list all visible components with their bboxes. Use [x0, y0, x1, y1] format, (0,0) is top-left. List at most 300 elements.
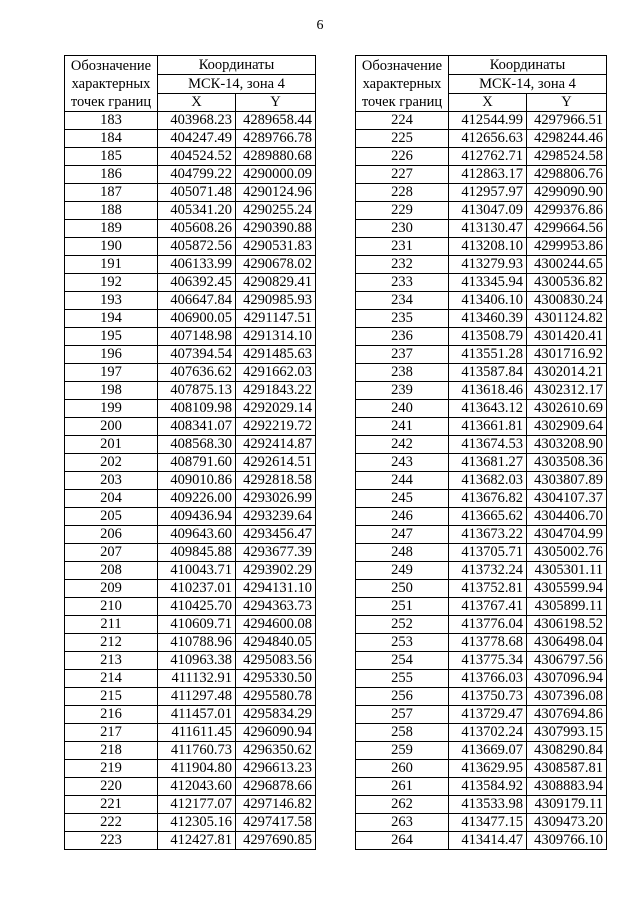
x-coordinate-cell: 413682.03	[449, 472, 527, 490]
point-number-cell: 203	[65, 472, 158, 490]
point-number-cell: 245	[356, 490, 449, 508]
table-row	[356, 652, 607, 670]
x-coordinate-cell: 406900.05	[158, 310, 236, 328]
x-coordinate-cell: 412427.81	[158, 832, 236, 850]
y-coordinate-cell: 4299664.56	[527, 220, 607, 238]
x-coordinate-cell: 411611.45	[158, 724, 236, 742]
point-number-cell: 198	[65, 382, 158, 400]
point-number-cell: 235	[356, 310, 449, 328]
y-coordinate-cell: 4302909.64	[527, 418, 607, 436]
table-row	[65, 616, 316, 634]
y-coordinate-cell: 4299953.86	[527, 238, 607, 256]
point-number-cell: 237	[356, 346, 449, 364]
x-coordinate-cell: 413702.24	[449, 724, 527, 742]
x-coordinate-cell: 413587.84	[449, 364, 527, 382]
table-row	[65, 472, 316, 490]
table-row	[356, 274, 607, 292]
table-row	[356, 418, 607, 436]
x-coordinate-cell: 410425.70	[158, 598, 236, 616]
x-column-header: X	[158, 94, 236, 112]
x-coordinate-cell: 413705.71	[449, 544, 527, 562]
x-coordinate-cell: 405872.56	[158, 238, 236, 256]
point-number-cell: 246	[356, 508, 449, 526]
y-coordinate-cell: 4306198.52	[527, 616, 607, 634]
coordinates-header: Координаты	[158, 56, 316, 75]
y-coordinate-cell: 4308290.84	[527, 742, 607, 760]
point-number-cell: 252	[356, 616, 449, 634]
table-row	[65, 832, 316, 850]
x-coordinate-cell: 413406.10	[449, 292, 527, 310]
point-number-cell: 230	[356, 220, 449, 238]
table-row	[356, 598, 607, 616]
point-number-cell: 216	[65, 706, 158, 724]
x-coordinate-cell: 413778.68	[449, 634, 527, 652]
table-row	[356, 616, 607, 634]
x-coordinate-cell: 403968.23	[158, 112, 236, 130]
table-row	[356, 670, 607, 688]
table-row	[65, 418, 316, 436]
point-number-cell: 191	[65, 256, 158, 274]
point-number-cell: 204	[65, 490, 158, 508]
point-number-cell: 257	[356, 706, 449, 724]
table-row	[356, 400, 607, 418]
y-coordinate-cell: 4309766.10	[527, 832, 607, 850]
table-row	[65, 598, 316, 616]
x-coordinate-cell: 411297.48	[158, 688, 236, 706]
point-number-cell: 187	[65, 184, 158, 202]
point-number-cell: 231	[356, 238, 449, 256]
y-coordinate-cell: 4291314.10	[236, 328, 316, 346]
table-row	[65, 166, 316, 184]
table-row	[356, 364, 607, 382]
point-number-cell: 249	[356, 562, 449, 580]
y-coordinate-cell: 4293456.47	[236, 526, 316, 544]
y-coordinate-cell: 4298524.58	[527, 148, 607, 166]
y-coordinate-cell: 4303208.90	[527, 436, 607, 454]
table-row	[65, 454, 316, 472]
table-row	[356, 778, 607, 796]
x-coordinate-cell: 410237.01	[158, 580, 236, 598]
table-row	[65, 328, 316, 346]
y-coordinate-cell: 4296613.23	[236, 760, 316, 778]
point-number-cell: 212	[65, 634, 158, 652]
table-row	[356, 130, 607, 148]
y-coordinate-cell: 4293677.39	[236, 544, 316, 562]
table-row	[65, 580, 316, 598]
point-number-cell: 199	[65, 400, 158, 418]
point-number-cell: 233	[356, 274, 449, 292]
point-number-cell: 228	[356, 184, 449, 202]
table-row	[65, 184, 316, 202]
table-row	[356, 544, 607, 562]
point-number-cell: 241	[356, 418, 449, 436]
x-coordinate-cell: 413674.53	[449, 436, 527, 454]
x-coordinate-cell: 413669.07	[449, 742, 527, 760]
x-coordinate-cell: 411457.01	[158, 706, 236, 724]
point-number-cell: 195	[65, 328, 158, 346]
x-coordinate-cell: 413414.47	[449, 832, 527, 850]
table-row	[65, 724, 316, 742]
x-coordinate-cell: 413533.98	[449, 796, 527, 814]
y-coordinate-cell: 4301716.92	[527, 346, 607, 364]
y-coordinate-cell: 4305899.11	[527, 598, 607, 616]
y-coordinate-cell: 4293026.99	[236, 490, 316, 508]
x-coordinate-cell: 413345.94	[449, 274, 527, 292]
y-coordinate-cell: 4304406.70	[527, 508, 607, 526]
y-coordinate-cell: 4304704.99	[527, 526, 607, 544]
coordinate-system-header: МСК-14, зона 4	[158, 75, 316, 94]
point-number-cell: 207	[65, 544, 158, 562]
y-coordinate-cell: 4290531.83	[236, 238, 316, 256]
y-coordinate-cell: 4295580.78	[236, 688, 316, 706]
table-row	[65, 508, 316, 526]
y-coordinate-cell: 4290678.02	[236, 256, 316, 274]
x-coordinate-cell: 405608.26	[158, 220, 236, 238]
coordinates-table-left	[64, 55, 316, 850]
table-row	[356, 742, 607, 760]
y-coordinate-cell: 4296350.62	[236, 742, 316, 760]
x-coordinate-cell: 413643.12	[449, 400, 527, 418]
x-coordinate-cell: 409436.94	[158, 508, 236, 526]
x-coordinate-cell: 412305.16	[158, 814, 236, 832]
point-number-cell: 210	[65, 598, 158, 616]
point-number-cell: 193	[65, 292, 158, 310]
coordinate-system-header: МСК-14, зона 4	[449, 75, 607, 94]
y-coordinate-cell: 4289766.78	[236, 130, 316, 148]
x-coordinate-cell: 413766.03	[449, 670, 527, 688]
y-coordinate-cell: 4305599.94	[527, 580, 607, 598]
point-number-cell: 208	[65, 562, 158, 580]
point-number-cell: 222	[65, 814, 158, 832]
point-number-cell: 189	[65, 220, 158, 238]
table-row	[65, 400, 316, 418]
table-row	[65, 310, 316, 328]
y-coordinate-cell: 4290255.24	[236, 202, 316, 220]
point-number-cell: 214	[65, 670, 158, 688]
table-row	[65, 634, 316, 652]
y-coordinate-cell: 4307096.94	[527, 670, 607, 688]
table-row	[356, 580, 607, 598]
table-row	[356, 760, 607, 778]
x-coordinate-cell: 407148.98	[158, 328, 236, 346]
x-coordinate-cell: 413551.28	[449, 346, 527, 364]
point-number-cell: 264	[356, 832, 449, 850]
point-number-cell: 211	[65, 616, 158, 634]
point-number-cell: 209	[65, 580, 158, 598]
x-coordinate-cell: 412957.97	[449, 184, 527, 202]
y-coordinate-cell: 4298244.46	[527, 130, 607, 148]
y-coordinate-cell: 4290985.93	[236, 292, 316, 310]
x-coordinate-cell: 409845.88	[158, 544, 236, 562]
table-row	[356, 796, 607, 814]
x-coordinate-cell: 413584.92	[449, 778, 527, 796]
y-coordinate-cell: 4293239.64	[236, 508, 316, 526]
y-coordinate-cell: 4291485.63	[236, 346, 316, 364]
y-coordinate-cell: 4294363.73	[236, 598, 316, 616]
x-coordinate-cell: 413665.62	[449, 508, 527, 526]
x-coordinate-cell: 404247.49	[158, 130, 236, 148]
point-number-cell: 244	[356, 472, 449, 490]
y-coordinate-cell: 4298806.76	[527, 166, 607, 184]
x-coordinate-cell: 408341.07	[158, 418, 236, 436]
y-coordinate-cell: 4308587.81	[527, 760, 607, 778]
y-coordinate-cell: 4292029.14	[236, 400, 316, 418]
y-coordinate-cell: 4303807.89	[527, 472, 607, 490]
x-coordinate-cell: 408568.30	[158, 436, 236, 454]
table-row	[356, 328, 607, 346]
y-coordinate-cell: 4308883.94	[527, 778, 607, 796]
x-coordinate-cell: 413477.15	[449, 814, 527, 832]
y-coordinate-cell: 4297966.51	[527, 112, 607, 130]
point-number-cell: 259	[356, 742, 449, 760]
x-coordinate-cell: 412043.60	[158, 778, 236, 796]
table-row	[356, 310, 607, 328]
table-row	[65, 760, 316, 778]
y-coordinate-cell: 4289658.44	[236, 112, 316, 130]
y-coordinate-cell: 4295834.29	[236, 706, 316, 724]
page-number: 6	[316, 18, 324, 33]
table-row	[65, 436, 316, 454]
x-coordinate-cell: 412544.99	[449, 112, 527, 130]
y-coordinate-cell: 4301124.82	[527, 310, 607, 328]
point-number-cell: 225	[356, 130, 449, 148]
y-coordinate-cell: 4290390.88	[236, 220, 316, 238]
table-row	[65, 346, 316, 364]
x-coordinate-cell: 407394.54	[158, 346, 236, 364]
table-row	[356, 220, 607, 238]
point-number-cell: 201	[65, 436, 158, 454]
table-row	[356, 706, 607, 724]
table-row	[65, 148, 316, 166]
table-row	[356, 724, 607, 742]
x-coordinate-cell: 405071.48	[158, 184, 236, 202]
point-number-cell: 229	[356, 202, 449, 220]
point-number-cell: 213	[65, 652, 158, 670]
x-coordinate-cell: 410609.71	[158, 616, 236, 634]
y-coordinate-cell: 4289880.68	[236, 148, 316, 166]
point-number-cell: 186	[65, 166, 158, 184]
y-coordinate-cell: 4294840.05	[236, 634, 316, 652]
point-number-cell: 248	[356, 544, 449, 562]
x-coordinate-cell: 413676.82	[449, 490, 527, 508]
table-row	[65, 562, 316, 580]
point-number-cell: 227	[356, 166, 449, 184]
y-coordinate-cell: 4301420.41	[527, 328, 607, 346]
table-row	[356, 346, 607, 364]
table-row	[65, 112, 316, 130]
x-coordinate-cell: 411132.91	[158, 670, 236, 688]
y-coordinate-cell: 4306797.56	[527, 652, 607, 670]
x-coordinate-cell: 413130.47	[449, 220, 527, 238]
y-coordinate-cell: 4297146.82	[236, 796, 316, 814]
point-number-cell: 221	[65, 796, 158, 814]
table-row	[356, 184, 607, 202]
x-coordinate-cell: 413775.34	[449, 652, 527, 670]
point-number-cell: 202	[65, 454, 158, 472]
point-number-cell: 224	[356, 112, 449, 130]
y-coordinate-cell: 4309179.11	[527, 796, 607, 814]
x-coordinate-cell: 407875.13	[158, 382, 236, 400]
table-row	[65, 544, 316, 562]
y-coordinate-cell: 4300244.65	[527, 256, 607, 274]
x-coordinate-cell: 412656.63	[449, 130, 527, 148]
x-coordinate-cell: 410788.96	[158, 634, 236, 652]
point-number-cell: 240	[356, 400, 449, 418]
table-row	[65, 202, 316, 220]
point-number-cell: 217	[65, 724, 158, 742]
designation-header: Обозначение характерных точек границ	[65, 56, 158, 112]
point-number-cell: 255	[356, 670, 449, 688]
point-number-cell: 223	[65, 832, 158, 850]
y-coordinate-cell: 4296878.66	[236, 778, 316, 796]
y-coordinate-cell: 4304107.37	[527, 490, 607, 508]
table-row	[65, 526, 316, 544]
x-coordinate-cell: 413279.93	[449, 256, 527, 274]
y-coordinate-cell: 4297690.85	[236, 832, 316, 850]
y-coordinate-cell: 4292614.51	[236, 454, 316, 472]
y-coordinate-cell: 4305002.76	[527, 544, 607, 562]
x-coordinate-cell: 408791.60	[158, 454, 236, 472]
point-number-cell: 236	[356, 328, 449, 346]
point-number-cell: 260	[356, 760, 449, 778]
point-number-cell: 197	[65, 364, 158, 382]
x-coordinate-cell: 413732.24	[449, 562, 527, 580]
x-coordinate-cell: 407636.62	[158, 364, 236, 382]
point-number-cell: 239	[356, 382, 449, 400]
x-coordinate-cell: 412762.71	[449, 148, 527, 166]
x-coordinate-cell: 413047.09	[449, 202, 527, 220]
x-coordinate-cell: 410043.71	[158, 562, 236, 580]
x-coordinate-cell: 413208.10	[449, 238, 527, 256]
point-number-cell: 194	[65, 310, 158, 328]
y-coordinate-cell: 4290829.41	[236, 274, 316, 292]
x-coordinate-cell: 413729.47	[449, 706, 527, 724]
y-coordinate-cell: 4302014.21	[527, 364, 607, 382]
x-coordinate-cell: 408109.98	[158, 400, 236, 418]
y-coordinate-cell: 4305301.11	[527, 562, 607, 580]
x-coordinate-cell: 413767.41	[449, 598, 527, 616]
point-number-cell: 238	[356, 364, 449, 382]
table-row	[356, 472, 607, 490]
x-coordinate-cell: 406392.45	[158, 274, 236, 292]
table-row	[356, 112, 607, 130]
y-coordinate-cell: 4293902.29	[236, 562, 316, 580]
y-column-header: Y	[527, 94, 607, 112]
coordinates-table-right	[355, 55, 607, 850]
table-row	[356, 832, 607, 850]
x-coordinate-cell: 404524.52	[158, 148, 236, 166]
y-coordinate-cell: 4291662.03	[236, 364, 316, 382]
table-row	[356, 166, 607, 184]
table-row	[356, 382, 607, 400]
x-coordinate-cell: 412177.07	[158, 796, 236, 814]
table-row	[65, 742, 316, 760]
point-number-cell: 243	[356, 454, 449, 472]
x-coordinate-cell: 412863.17	[449, 166, 527, 184]
x-coordinate-cell: 413681.27	[449, 454, 527, 472]
y-coordinate-cell: 4299090.90	[527, 184, 607, 202]
point-number-cell: 183	[65, 112, 158, 130]
table-row	[356, 238, 607, 256]
y-column-header: Y	[236, 94, 316, 112]
table-row	[356, 508, 607, 526]
point-number-cell: 242	[356, 436, 449, 454]
point-number-cell: 192	[65, 274, 158, 292]
point-number-cell: 253	[356, 634, 449, 652]
table-row	[65, 706, 316, 724]
y-coordinate-cell: 4302312.17	[527, 382, 607, 400]
y-coordinate-cell: 4290000.09	[236, 166, 316, 184]
y-coordinate-cell: 4295083.56	[236, 652, 316, 670]
point-number-cell: 262	[356, 796, 449, 814]
table-row	[65, 382, 316, 400]
x-coordinate-cell: 413508.79	[449, 328, 527, 346]
point-number-cell: 256	[356, 688, 449, 706]
point-number-cell: 196	[65, 346, 158, 364]
x-coordinate-cell: 404799.22	[158, 166, 236, 184]
y-coordinate-cell: 4296090.94	[236, 724, 316, 742]
point-number-cell: 219	[65, 760, 158, 778]
point-number-cell: 218	[65, 742, 158, 760]
table-row	[65, 274, 316, 292]
point-number-cell: 261	[356, 778, 449, 796]
table-row	[356, 526, 607, 544]
x-coordinate-cell: 406133.99	[158, 256, 236, 274]
x-coordinate-cell: 409226.00	[158, 490, 236, 508]
x-column-header: X	[449, 94, 527, 112]
y-coordinate-cell: 4297417.58	[236, 814, 316, 832]
table-row	[65, 364, 316, 382]
point-number-cell: 232	[356, 256, 449, 274]
point-number-cell: 250	[356, 580, 449, 598]
table-row	[356, 562, 607, 580]
x-coordinate-cell: 410963.38	[158, 652, 236, 670]
table-row	[356, 256, 607, 274]
point-number-cell: 220	[65, 778, 158, 796]
y-coordinate-cell: 4307396.08	[527, 688, 607, 706]
y-coordinate-cell: 4300536.82	[527, 274, 607, 292]
x-coordinate-cell: 405341.20	[158, 202, 236, 220]
table-row	[65, 652, 316, 670]
point-number-cell: 206	[65, 526, 158, 544]
table-row	[65, 130, 316, 148]
table-row	[356, 454, 607, 472]
y-coordinate-cell: 4302610.69	[527, 400, 607, 418]
y-coordinate-cell: 4290124.96	[236, 184, 316, 202]
table-row	[65, 814, 316, 832]
point-number-cell: 215	[65, 688, 158, 706]
x-coordinate-cell: 409643.60	[158, 526, 236, 544]
table-row	[356, 634, 607, 652]
table-row	[356, 490, 607, 508]
point-number-cell: 258	[356, 724, 449, 742]
x-coordinate-cell: 413460.39	[449, 310, 527, 328]
x-coordinate-cell: 413673.22	[449, 526, 527, 544]
table-row	[356, 814, 607, 832]
y-coordinate-cell: 4303508.36	[527, 454, 607, 472]
y-coordinate-cell: 4307993.15	[527, 724, 607, 742]
point-number-cell: 263	[356, 814, 449, 832]
table-row	[65, 490, 316, 508]
table-row	[65, 256, 316, 274]
point-number-cell: 190	[65, 238, 158, 256]
y-coordinate-cell: 4294600.08	[236, 616, 316, 634]
y-coordinate-cell: 4294131.10	[236, 580, 316, 598]
point-number-cell: 234	[356, 292, 449, 310]
x-coordinate-cell: 413618.46	[449, 382, 527, 400]
table-row	[356, 436, 607, 454]
x-coordinate-cell: 413776.04	[449, 616, 527, 634]
